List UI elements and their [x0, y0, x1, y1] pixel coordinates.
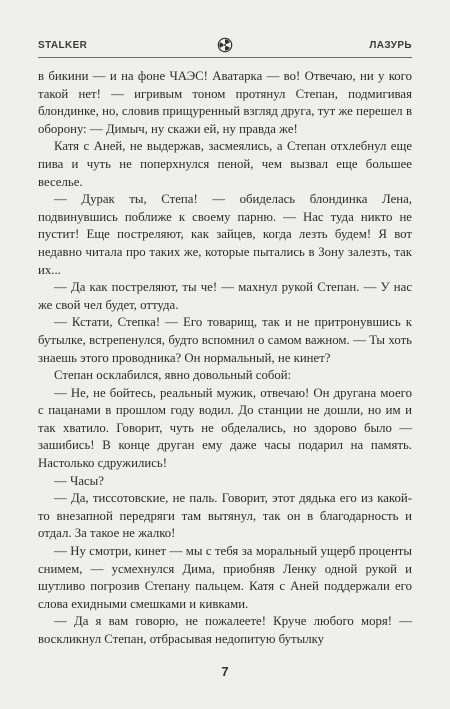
- paragraph: в бикини — и на фоне ЧАЭС! Аватарка — во! Отвечаю, ни у кого такой нет! — игривым тоном протянул Степан, подмигивая блондинке, но, словив прищуренный взгляд друга, тут же перешел в оборону: — Димыч, ну скажи ей, ну правда же!: [38, 69, 412, 136]
- header-book-title: ЛАЗУРЬ: [369, 40, 412, 51]
- paragraph: — Ну смотри, кинет — мы с тебя за моральный ущерб проценты снимем, — усмехнулся Дима, приобняв Ленку одной рукой и шутливо погрозив Степану пальцем. Катя с Аней поддержали его слова ехидными смешками и кивками.: [38, 544, 412, 611]
- paragraph: — Да как постреляют, ты че! — махнул рукой Степан. — У нас же свой чел будет, оттуда.: [38, 280, 412, 312]
- paragraph: — Дурак ты, Степа! — обиделась блондинка Лена, подвинувшись поближе к своему парню. — Нас туда никто не пустит! Еще постреляют, как зайцев, когда лезть будем! Я вот недавно читала про таких же, которые пытались в Зону залезть, так их...: [38, 192, 412, 277]
- paragraph: Катя с Аней, не выдержав, засмеялись, а Степан отхлебнул еще пива и чуть не поперхнулся пеной, чем вызвал еще большее веселье.: [38, 139, 412, 189]
- page-number: 7: [221, 664, 229, 679]
- paragraph: — Да я вам говорю, не пожалеете! Круче любого моря! — воскликнул Степан, отбрасывая недопитую бутылку: [38, 614, 412, 646]
- paragraph: — Часы?: [54, 473, 104, 488]
- header-series-title: STALKER: [38, 40, 88, 51]
- radiation-emblem-icon: [217, 37, 233, 53]
- header-divider: [38, 57, 412, 58]
- paragraph: — Кстати, Степка! — Его товарищ, так и не притронувшись к бутылке, встрепенулся, будто вспомнил о самом важном. — Ты хоть знаешь этого проводника? Он нормальный, не кинет?: [38, 315, 412, 365]
- paragraph: Степан осклабился, явно довольный собой:: [54, 368, 292, 383]
- paragraph: — Не, не бойтесь, реальный мужик, отвечаю! Он другана моего с пацанами в прошлом году водил. До станции не дошли, но им и так хватило. Говорит, чуть не обделались, но здорово было — зашибись! В конце друган ему даже часы подарил на память. Настолько сдружились!: [38, 385, 412, 471]
- paragraph: — Да, тиссотовские, не паль. Говорит, этот дядька его из какой-то внезапной передряги там вытянул, так он в благодарность и отдал. За такое не жалко!: [38, 491, 412, 541]
- body-text: [38, 68, 412, 649]
- running-header: [38, 40, 412, 56]
